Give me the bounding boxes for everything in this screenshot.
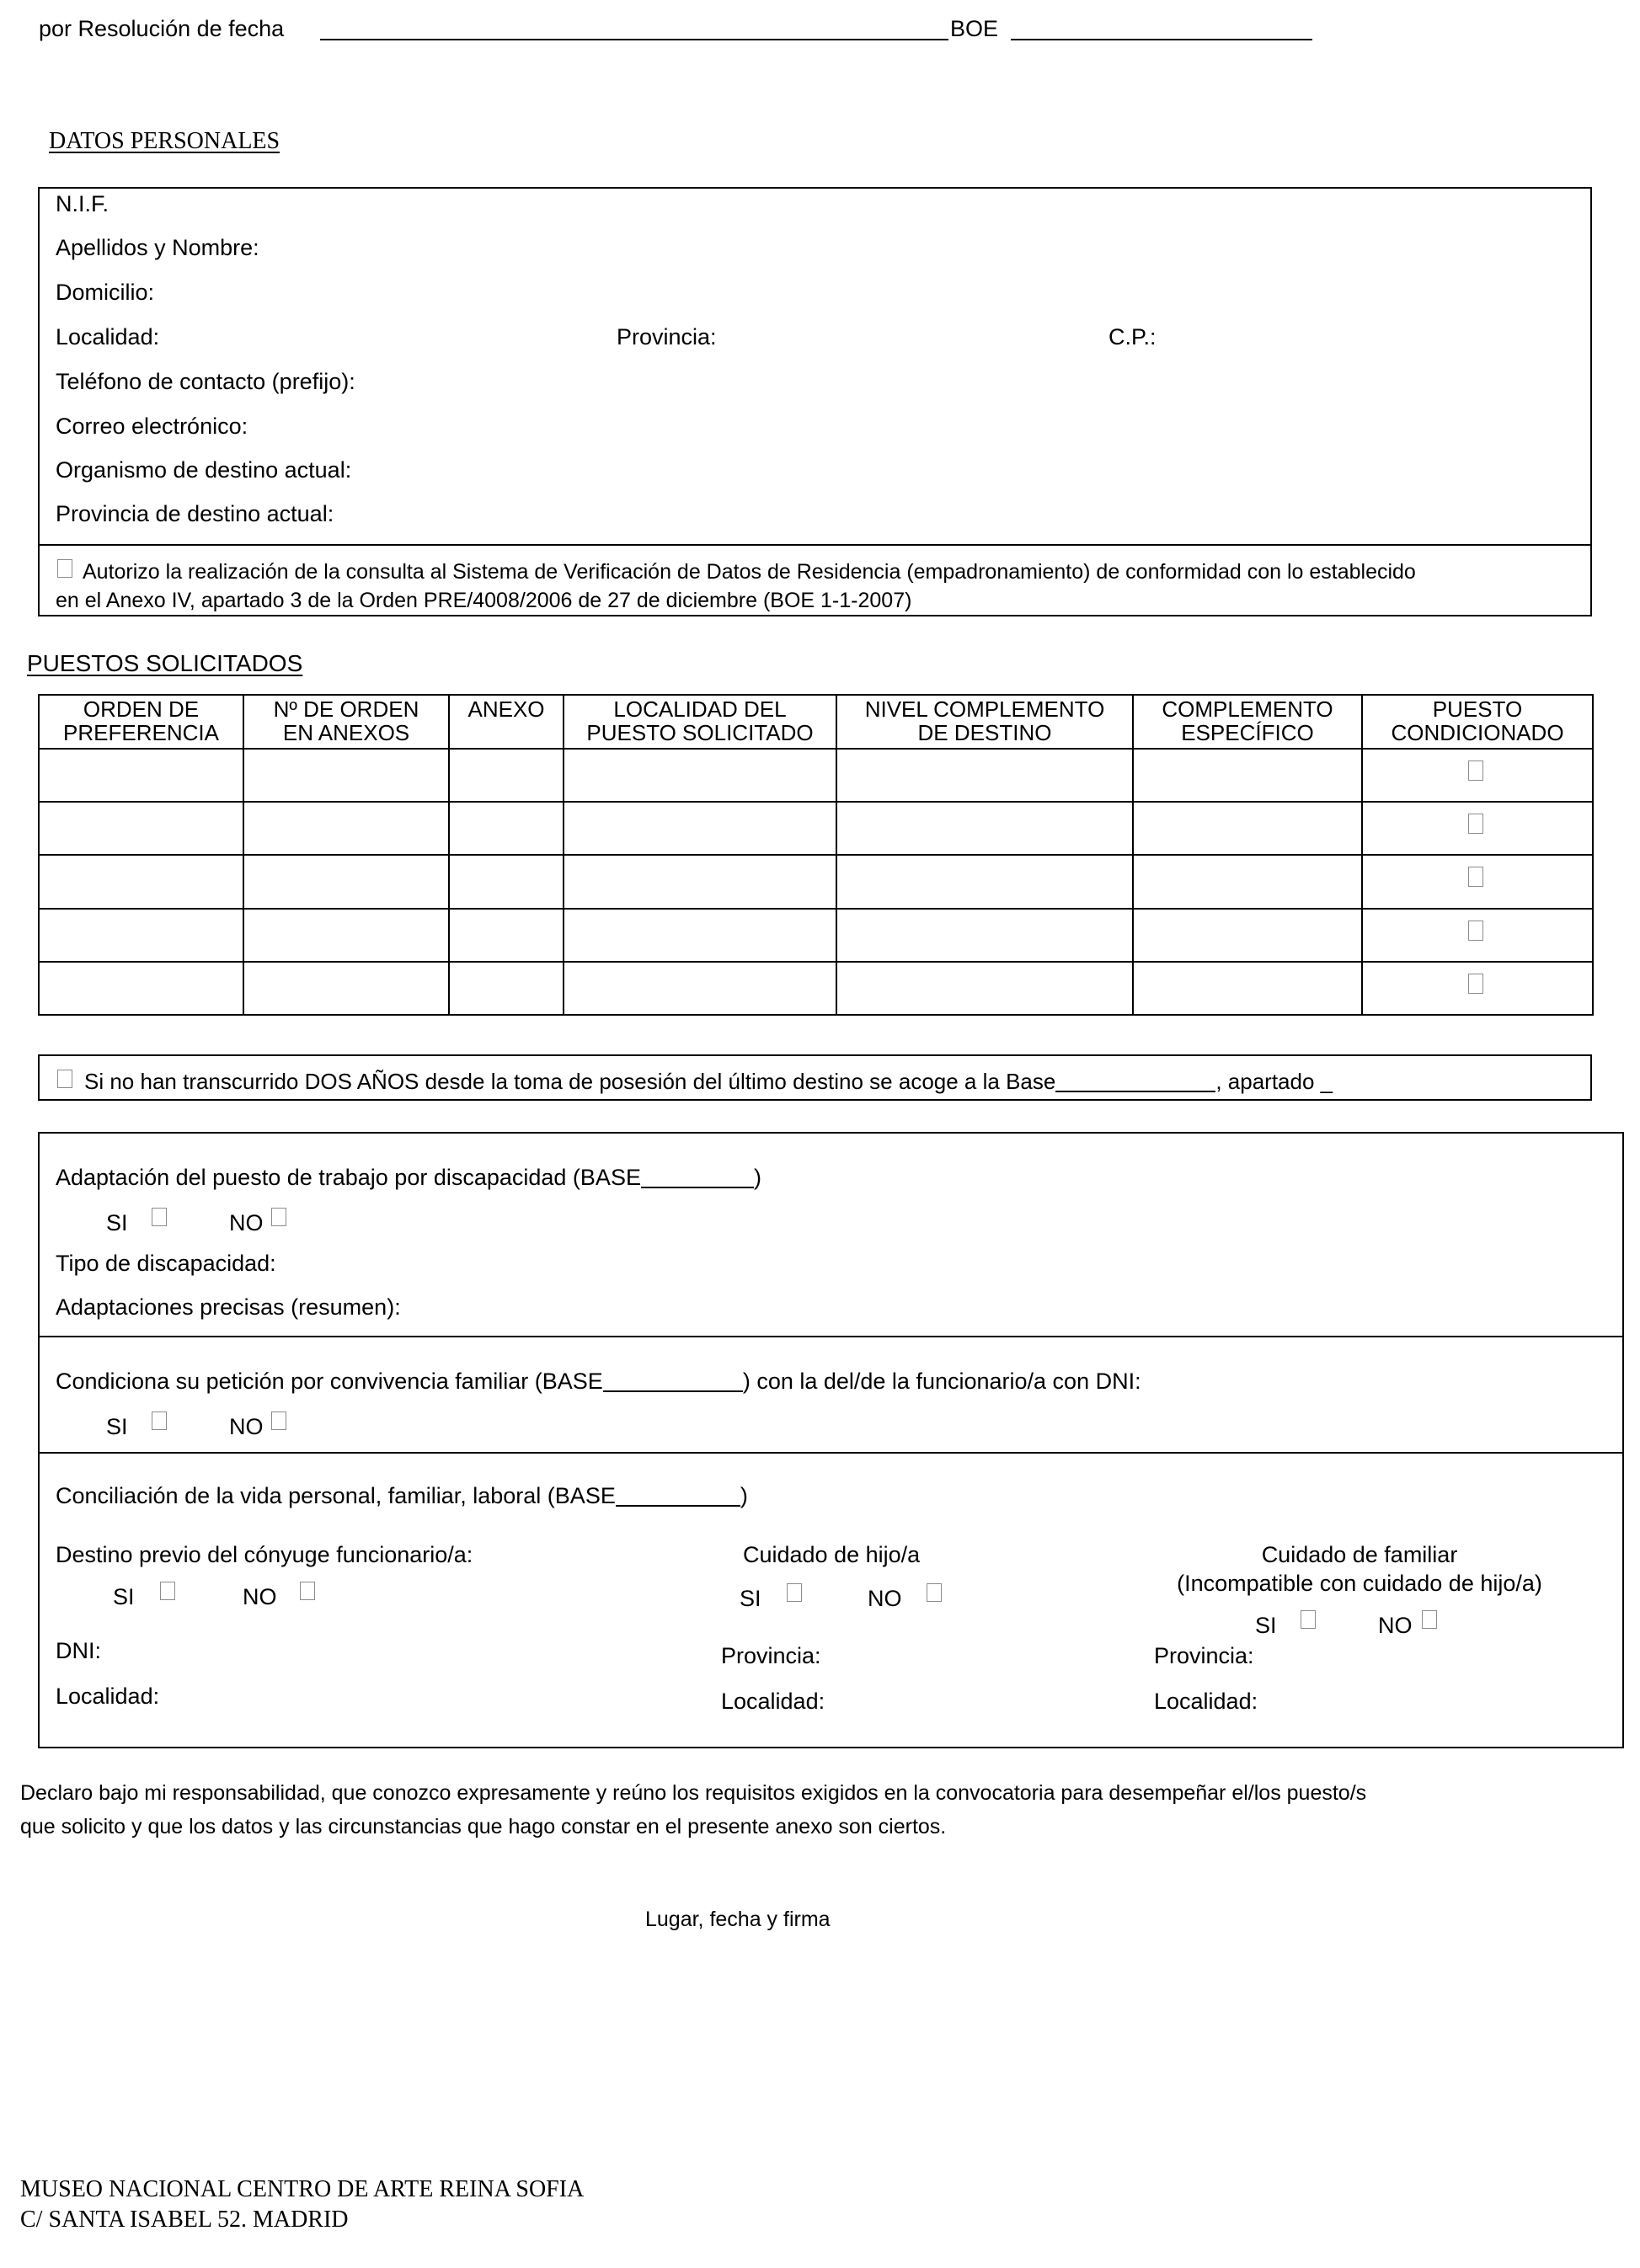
family-title: Condiciona su petición por convivencia familiar (BASE ) con la del/de la funcionario/a con DNI: (56, 1369, 1141, 1394)
spouse-locality-label[interactable]: Localidad: (56, 1684, 160, 1709)
signature-label: Lugar, fecha y firma (645, 1908, 831, 1931)
relative-label-line2: (Incompatible con cuidado de hijo/a) (1177, 1571, 1542, 1596)
spouse-si-checkbox[interactable] (160, 1582, 175, 1600)
header-num-orden: Nº DE ORDEN EN ANEXOS (273, 696, 419, 745)
declaration-line2: que solicito y que los datos y las circunstancias que hago constar en el presente anexo son ciertos. (20, 1815, 947, 1838)
resolution-label: por Resolución de fecha (39, 16, 285, 41)
child-si-label: SI (740, 1586, 761, 1611)
child-no-checkbox[interactable] (927, 1583, 942, 1602)
spouse-no-label: NO (243, 1584, 277, 1609)
child-label: Cuidado de hijo/a (743, 1542, 921, 1567)
spouse-si-label: SI (113, 1584, 135, 1609)
family-no-checkbox[interactable] (271, 1411, 286, 1430)
family-si-label: SI (106, 1414, 128, 1439)
locality-label[interactable]: Localidad: (56, 324, 160, 350)
footer-line2: C/ SANTA ISABEL 52. MADRID (20, 2207, 349, 2233)
nif-label[interactable]: N.I.F. (56, 191, 110, 216)
row-divider (38, 748, 1594, 750)
disability-title: Adaptación del puesto de trabajo por discapacidad (BASE ) (56, 1165, 761, 1190)
condicionado-checkbox[interactable] (1468, 921, 1483, 941)
conditions-divider (38, 1336, 1624, 1337)
row-divider (38, 801, 1594, 803)
condicionado-checkbox[interactable] (1468, 974, 1483, 994)
disability-base-field[interactable] (641, 1166, 754, 1188)
disability-type-label[interactable]: Tipo de discapacidad: (56, 1251, 276, 1276)
relative-label-line1: Cuidado de familiar (1261, 1542, 1458, 1567)
relative-locality-label[interactable]: Localidad: (1154, 1689, 1258, 1714)
header-complemento: COMPLEMENTO ESPECÍFICO (1162, 696, 1333, 745)
email-label[interactable]: Correo electrónico: (56, 414, 248, 439)
header-condicionado: PUESTO CONDICIONADO (1391, 696, 1564, 745)
header-anexo: ANEXO (467, 696, 545, 722)
spouse-dni-label[interactable]: DNI: (56, 1638, 101, 1663)
province-label[interactable]: Provincia: (617, 324, 717, 350)
resolution-date-field[interactable] (320, 19, 948, 40)
header-localidad: LOCALIDAD DEL PUESTO SOLICITADO (586, 696, 814, 745)
postal-code-label[interactable]: C.P.: (1108, 324, 1157, 350)
footer-line1: MUSEO NACIONAL CENTRO DE ARTE REINA SOFIA (20, 2176, 585, 2202)
condicionado-checkbox[interactable] (1468, 867, 1483, 887)
disability-si-checkbox[interactable] (152, 1208, 167, 1226)
conciliation-base-field[interactable] (616, 1485, 740, 1507)
personal-data-box (38, 187, 1592, 616)
boe-field[interactable] (1011, 19, 1312, 40)
disability-no-checkbox[interactable] (271, 1208, 286, 1226)
consent-checkbox[interactable] (57, 559, 72, 578)
child-locality-label[interactable]: Localidad: (721, 1689, 825, 1714)
organism-label[interactable]: Organismo de destino actual: (56, 457, 352, 483)
header-orden-preferencia: ORDEN DE PREFERENCIA (63, 696, 219, 745)
positions-section-title: PUESTOS SOLICITADOS (27, 650, 303, 676)
relative-si-checkbox[interactable] (1301, 1610, 1316, 1629)
declaration-line1: Declaro bajo mi responsabilidad, que conozco expresamente y reúno los requisitos exigidos en la convocatoria para desempeñar el/los puesto/s (20, 1781, 1367, 1805)
header-nivel: NIVEL COMPLEMENTO DE DESTINO (864, 696, 1105, 745)
two-years-text: Si no han transcurrido DOS AÑOS desde la toma de posesión del último destino se acoge a la Base , apartado _ (84, 1069, 1333, 1094)
name-label[interactable]: Apellidos y Nombre: (56, 235, 259, 260)
boe-label: BOE (950, 16, 999, 41)
two-years-checkbox[interactable] (57, 1070, 72, 1088)
relative-no-label: NO (1378, 1613, 1413, 1638)
phone-label[interactable]: Teléfono de contacto (prefijo): (56, 369, 355, 394)
relative-si-label: SI (1255, 1613, 1277, 1638)
disability-adaptations-label[interactable]: Adaptaciones precisas (resumen): (56, 1294, 401, 1320)
dest-province-label[interactable]: Provincia de destino actual: (56, 501, 334, 526)
child-province-label[interactable]: Provincia: (721, 1643, 821, 1668)
relative-province-label[interactable]: Provincia: (1154, 1643, 1254, 1668)
disability-no-label: NO (229, 1210, 264, 1235)
child-si-checkbox[interactable] (787, 1583, 802, 1602)
base-field[interactable] (1055, 1072, 1215, 1092)
condicionado-checkbox[interactable] (1468, 814, 1483, 834)
child-no-label: NO (868, 1586, 902, 1611)
conditions-divider (38, 1452, 1624, 1454)
personal-divider (38, 544, 1592, 546)
personal-section-title: DATOS PERSONALES (49, 128, 280, 154)
family-si-checkbox[interactable] (152, 1411, 167, 1430)
consent-text-line1: Autorizo la realización de la consulta al Sistema de Verificación de Datos de Residencia (empadronamiento) de conformidad con lo establecido (83, 560, 1416, 584)
family-base-field[interactable] (603, 1370, 743, 1392)
spouse-label: Destino previo del cónyuge funcionario/a: (56, 1542, 473, 1567)
consent-text-line2: en el Anexo IV, apartado 3 de la Orden PRE/4008/2006 de 27 de diciembre (BOE 1-1-2007) (56, 589, 912, 612)
spouse-no-checkbox[interactable] (300, 1582, 315, 1600)
row-divider (38, 854, 1594, 856)
family-no-label: NO (229, 1414, 264, 1439)
address-label[interactable]: Domicilio: (56, 280, 155, 305)
condicionado-checkbox[interactable] (1468, 760, 1483, 781)
row-divider (38, 908, 1594, 910)
disability-si-label: SI (106, 1210, 128, 1235)
relative-no-checkbox[interactable] (1422, 1610, 1437, 1629)
conciliation-title: Conciliación de la vida personal, familiar, laboral (BASE ) (56, 1483, 748, 1508)
row-divider (38, 961, 1594, 963)
